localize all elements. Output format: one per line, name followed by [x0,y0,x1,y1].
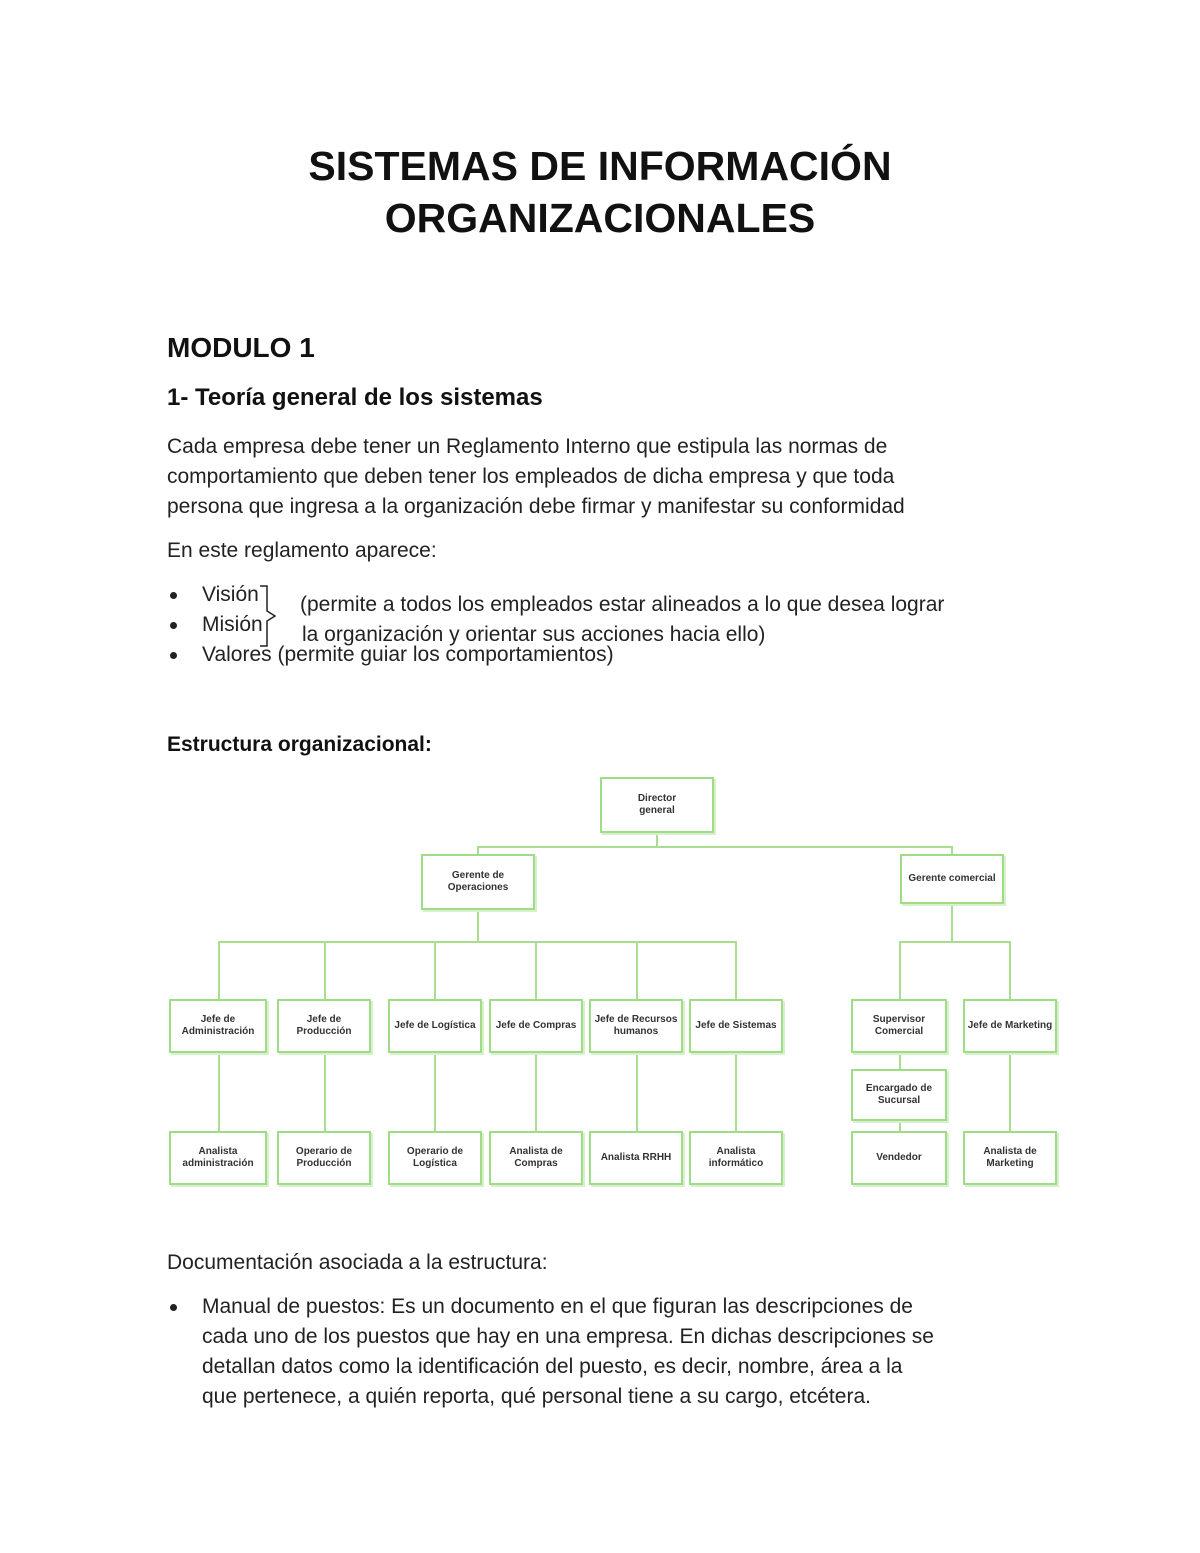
org-box-label: Jefe de [200,1014,236,1025]
connector-line [656,833,658,847]
org-box-label: Supervisor [872,1014,926,1025]
org-box-label: Analista de [983,1146,1037,1157]
org-box-label: Jefe de Sistemas [695,1020,777,1031]
org-box-label: Analista [198,1146,238,1157]
org-box-staff-hr [589,1131,683,1185]
connector-line [899,941,901,999]
org-box-label: Operario de [406,1146,464,1157]
org-box-label: Gerente de [451,870,505,881]
connector-line [951,904,953,942]
connector-line [735,1053,737,1131]
org-box-label: Jefe de Recursos [594,1014,678,1025]
org-box-label: Jefe de Marketing [967,1020,1053,1031]
connector-line [636,1053,638,1131]
brace-note-line: la organización y orientar sus acciones hacia ello) [302,623,766,646]
connector-line [477,846,479,854]
org-box-staff-systems [689,1131,783,1185]
connector-line [899,1053,901,1069]
org-box-label: humanos [613,1026,659,1037]
org-box-label: Jefe de [306,1014,342,1025]
org-box-label: Compras [514,1158,558,1169]
connector-line [477,846,953,848]
org-box-staff-purchasing [489,1131,583,1185]
connector-line [899,941,1011,943]
org-box-label: Jefe de Compras [495,1020,577,1031]
list-item-text: Misión [202,613,263,636]
documentation-line: detallan datos como la identificación del puesto, es decir, nombre, área a la [202,1355,903,1378]
org-box-label: Director [637,793,677,804]
org-box-seller [851,1131,947,1185]
org-box-head-production [277,999,371,1053]
bullet-icon [170,1304,177,1311]
org-box-label: Operario de [295,1146,353,1157]
intro-line: comportamiento que deben tener los empleados de dicha empresa y que toda [167,465,895,488]
connector-line [636,941,638,999]
org-box-head-marketing [963,999,1057,1053]
org-box-director [600,777,714,833]
org-box-staff-administration [169,1131,267,1185]
connector-line [434,1053,436,1131]
list-item-text: Visión [202,583,259,606]
org-box-label: general [639,805,675,816]
org-box-head-logistics [388,999,482,1053]
org-box-commercial-supervisor [851,999,947,1053]
list-item [167,1292,1067,1412]
org-box-label: Operaciones [447,882,509,893]
bullet-icon [170,622,177,629]
connector-line [434,941,436,999]
connector-line [218,941,737,943]
documentation-line: que pertenece, a quién reporta, qué personal tiene a su cargo, etcétera. [202,1385,871,1408]
org-box-head-hr [589,999,683,1053]
org-box-commercial-manager [900,854,1004,904]
brace-note-line: (permite a todos los empleados estar alineados a lo que desea lograr [300,593,945,616]
title-line-2: ORGANIZACIONALES [384,195,816,241]
org-box-label: Encargado de [865,1083,933,1094]
org-box-head-purchasing [489,999,583,1053]
org-box-label: Gerente comercial [908,873,996,884]
org-box-staff-production [277,1131,371,1185]
org-box-label: Producción [296,1026,352,1037]
org-box-label: Jefe de Logística [394,1020,476,1031]
org-chart [0,760,1200,1200]
regulation-intro [167,536,1047,566]
intro-line: Cada empresa debe tener un Reglamento Interno que estipula las normas de [167,435,888,458]
org-box-marketing-analyst [963,1131,1057,1185]
documentation-line: Manual de puestos: Es un documento en el que figuran las descripciones de [202,1295,913,1318]
org-box-label: Marketing [986,1158,1034,1169]
org-box-label: Administración [181,1026,255,1037]
org-box-label: Logística [413,1158,457,1169]
org-box-staff-logistics [388,1131,482,1185]
org-box-branch-manager [851,1069,947,1121]
org-box-head-systems [689,999,783,1053]
org-box-head-administration [169,999,267,1053]
org-box-label: Analista de [509,1146,563,1157]
documentation-line: cada uno de los puestos que hay en una empresa. En dichas descripciones se [202,1325,934,1348]
connector-line [324,941,326,999]
connector-line [477,908,479,942]
org-box-label: Comercial [874,1026,924,1037]
connector-line [218,1053,220,1131]
section-heading: 1- Teoría general de los sistemas [167,384,543,411]
documentation-item-text [202,1292,934,1412]
connector-line [324,1053,326,1131]
intro-paragraph [167,432,1047,522]
title-line-1: SISTEMAS DE INFORMACIÓN [308,143,892,189]
org-box-label: Analista [716,1146,756,1157]
org-box-label: Sucursal [877,1095,921,1106]
connector-line [735,941,737,999]
org-box-label: Vendedor [876,1152,922,1163]
module-heading: MODULO 1 [167,332,315,363]
org-box-label: informático [708,1158,764,1169]
org-box-label: administración [182,1158,254,1169]
list-item-text: Valores (permite guiar los comportamientos) [202,643,614,666]
org-box-operations-manager [421,854,535,910]
documentation-intro: Documentación asociada a la estructura: [167,1251,548,1274]
bullet-icon [170,592,177,599]
connector-line [535,941,537,999]
documentation-list [167,1292,1067,1412]
connector-line [1009,941,1011,999]
org-box-label: Producción [296,1158,352,1169]
document-title [0,140,1200,244]
connector-line [535,1053,537,1131]
connector-line [951,846,953,854]
intro-line: persona que ingresa a la organización debe firmar y manifestar su conformidad [167,495,905,518]
brace-note [300,590,944,650]
right-brace-icon [258,585,276,647]
connector-line [218,941,220,999]
bullet-icon [170,652,177,659]
org-box-label: Analista RRHH [600,1152,672,1163]
org-structure-heading: Estructura organizacional: [167,733,432,756]
regulation-intro-text: En este reglamento aparece: [167,539,437,562]
connector-line [1009,1053,1011,1131]
connector-line [899,1121,901,1131]
